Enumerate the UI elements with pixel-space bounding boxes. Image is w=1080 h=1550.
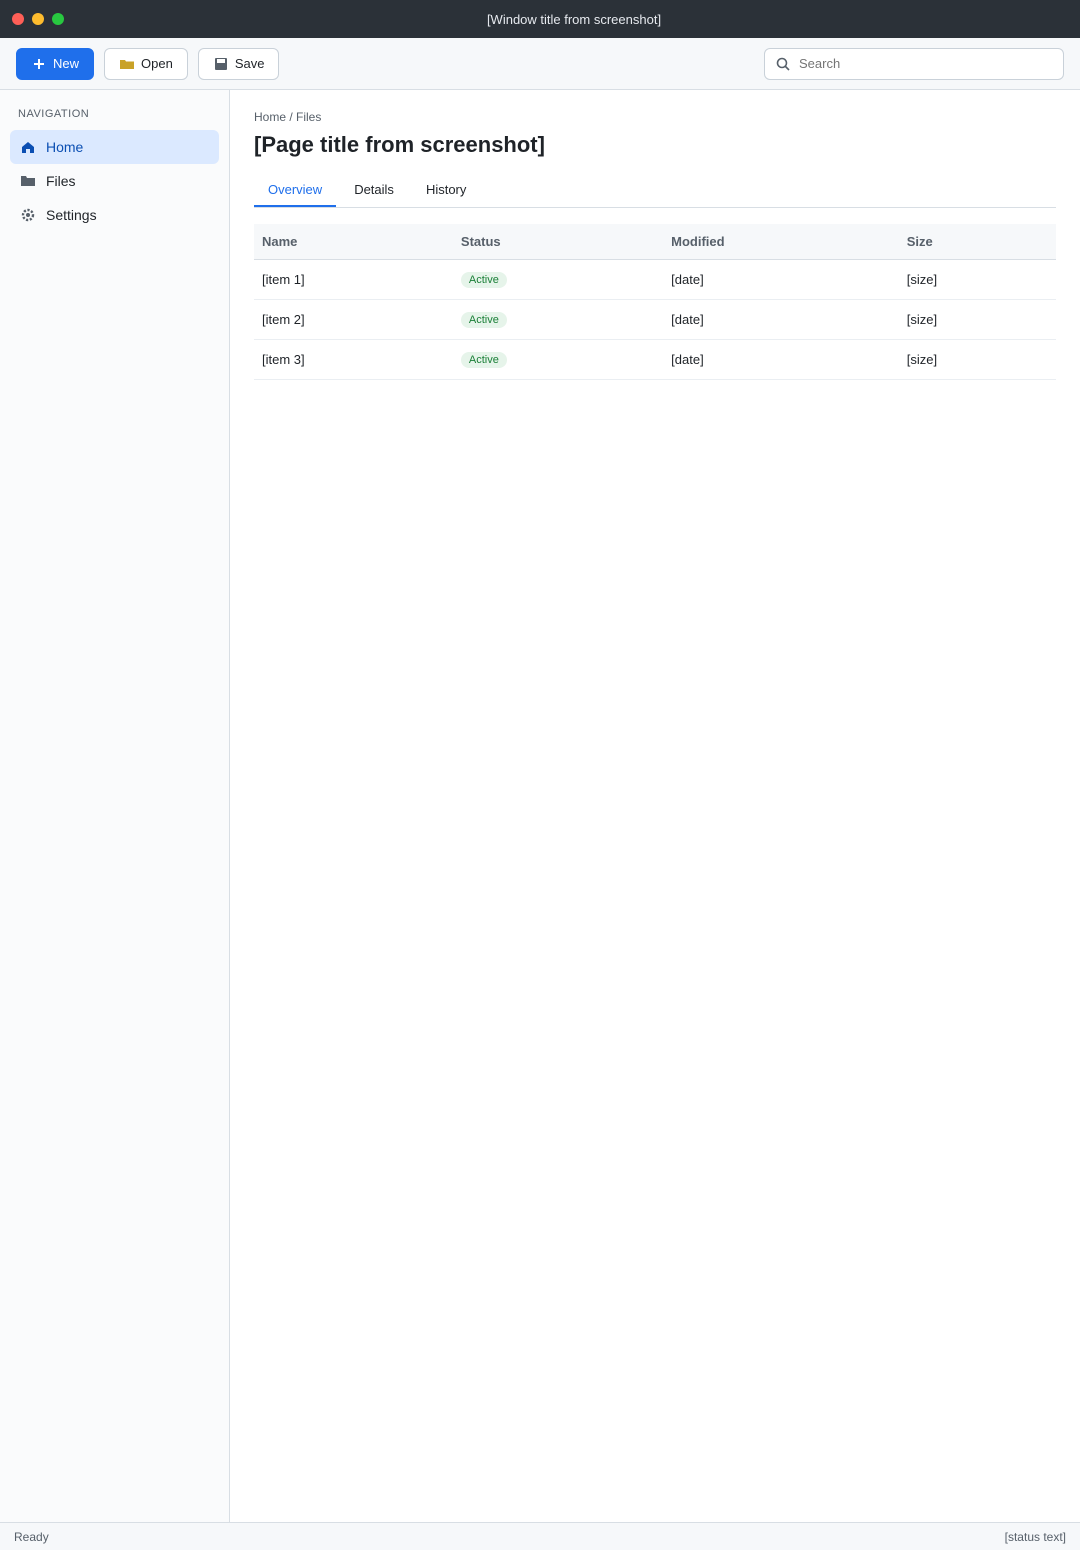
table-row[interactable]: [254, 300, 1056, 340]
status-right-text: [status text]: [1004, 1529, 1066, 1544]
plus-icon: [31, 56, 47, 72]
cell-name: [item 1]: [254, 260, 453, 300]
table-row[interactable]: [254, 260, 1056, 300]
window-controls: [12, 13, 64, 25]
tab-bar: [254, 174, 1056, 208]
content-area: [0, 90, 1080, 1522]
sidebar-item-label: Files: [46, 173, 76, 189]
sidebar-item-files[interactable]: [10, 164, 219, 198]
data-table: [254, 224, 1056, 380]
column-header[interactable]: Modified: [663, 224, 899, 260]
toolbar: [0, 38, 1080, 90]
maximize-window-button[interactable]: [52, 13, 64, 25]
status-bar: [0, 1522, 1080, 1550]
sidebar: [0, 90, 230, 1522]
search-input[interactable]: [797, 55, 1053, 72]
folder-icon: [20, 173, 36, 189]
sidebar-item-label: Settings: [46, 207, 97, 223]
sidebar-item-label: Home: [46, 139, 84, 155]
search-icon: [775, 56, 791, 72]
save-icon: [213, 56, 229, 72]
sidebar-item-home[interactable]: [10, 130, 219, 164]
cell-name: [item 3]: [254, 340, 453, 380]
home-icon: [20, 139, 36, 155]
cell-modified: [date]: [663, 300, 899, 340]
gear-icon: [20, 207, 36, 223]
cell-size: [size]: [899, 340, 1056, 380]
sidebar-item-settings[interactable]: [10, 198, 219, 232]
close-window-button[interactable]: [12, 13, 24, 25]
save-button[interactable]: [198, 48, 280, 80]
new-button-label: New: [53, 56, 80, 71]
window-title: [Window title from screenshot]: [486, 11, 662, 27]
cell-size: [size]: [899, 260, 1056, 300]
open-button-label: Open: [141, 56, 173, 71]
save-button-label: Save: [234, 56, 265, 71]
breadcrumb[interactable]: Home / Files: [254, 110, 322, 124]
sidebar-heading: NAVIGATION: [18, 108, 90, 120]
open-button[interactable]: [104, 48, 188, 80]
column-header[interactable]: Name: [254, 224, 453, 260]
tab-details[interactable]: Details: [354, 182, 394, 197]
minimize-window-button[interactable]: [32, 13, 44, 25]
title-bar: [0, 0, 1080, 38]
new-button[interactable]: [16, 48, 94, 80]
table-header-row: [254, 224, 1056, 260]
tab-overview[interactable]: Overview: [254, 174, 336, 207]
status-badge: Active: [461, 272, 507, 288]
status-badge: Active: [461, 312, 507, 328]
search-box: [764, 48, 1064, 80]
status-badge: Active: [461, 352, 507, 368]
cell-size: [size]: [899, 300, 1056, 340]
cell-modified: [date]: [663, 260, 899, 300]
tab-history[interactable]: History: [425, 182, 467, 197]
cell-name: [item 2]: [254, 300, 453, 340]
column-header[interactable]: Size: [899, 224, 1056, 260]
status-text: Ready: [14, 1529, 49, 1544]
folder-open-icon: [119, 56, 135, 72]
table-row[interactable]: [254, 340, 1056, 380]
page-title: [Page title from screenshot]: [254, 132, 545, 157]
cell-modified: [date]: [663, 340, 899, 380]
column-header[interactable]: Status: [453, 224, 663, 260]
main-panel: [230, 90, 1080, 1522]
